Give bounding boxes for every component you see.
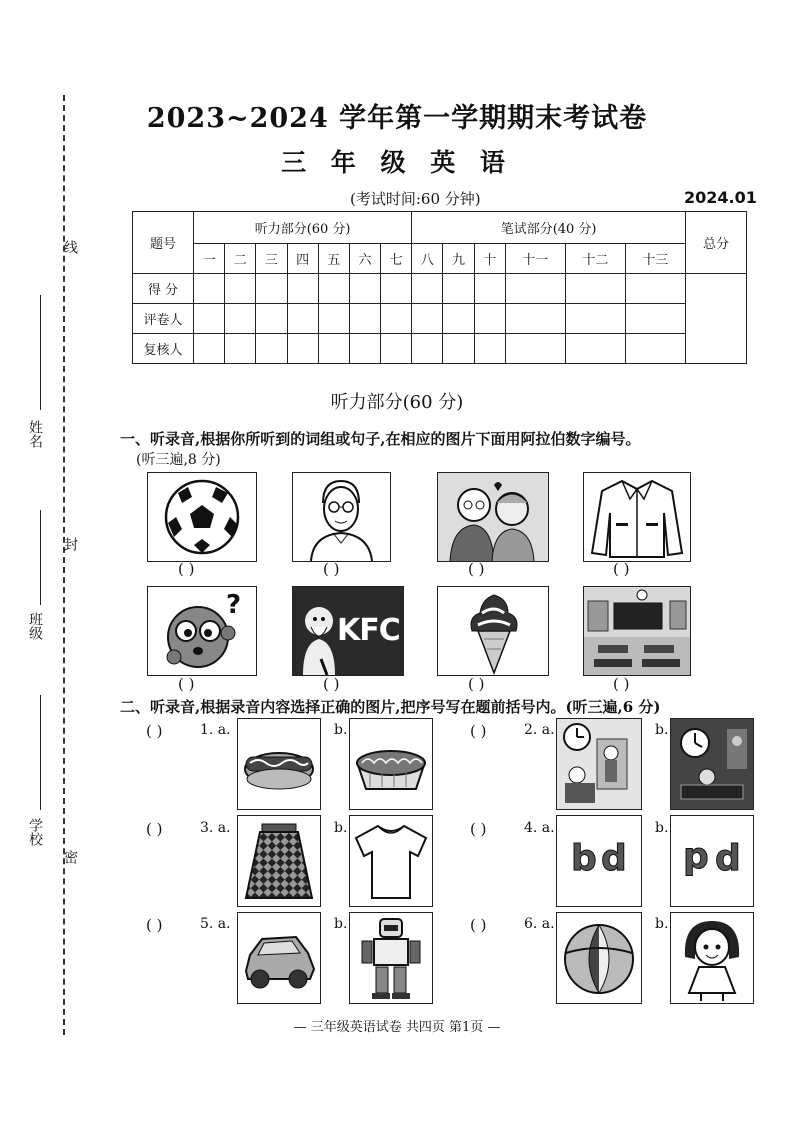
- score-cell[interactable]: [318, 274, 349, 304]
- answer-blank[interactable]: ( ): [146, 722, 163, 740]
- ice-cream-picture: [437, 586, 549, 676]
- col-header: 四: [287, 244, 318, 274]
- morning-scene-picture: [556, 718, 642, 810]
- answer-blank[interactable]: ( ): [146, 820, 163, 838]
- checkered-bag-picture: [237, 815, 321, 907]
- score-cell[interactable]: [565, 274, 625, 304]
- col-header: 十三: [625, 244, 685, 274]
- score-cell[interactable]: [625, 274, 685, 304]
- section1-note: (听三遍,8 分): [136, 452, 221, 468]
- col-header: 十一: [505, 244, 565, 274]
- girl-picture: [670, 912, 754, 1004]
- grader-cell[interactable]: [287, 304, 318, 334]
- kfc-sign-picture: [292, 586, 404, 676]
- option-b-label: b.: [655, 820, 669, 836]
- grader-cell[interactable]: [474, 304, 505, 334]
- margin-class-label: 班级: [27, 612, 43, 640]
- letter-d: d: [601, 838, 627, 879]
- total-header: 总分: [686, 212, 747, 274]
- reviewer-cell[interactable]: [225, 334, 256, 364]
- answer-blank[interactable]: ( ): [468, 675, 485, 693]
- t-shirt-icon: [350, 816, 432, 906]
- answer-blank[interactable]: ( ): [468, 560, 485, 578]
- answer-blank[interactable]: ( ): [613, 560, 630, 578]
- hot-dog-picture: [237, 718, 321, 810]
- night-scene-picture: [670, 718, 754, 810]
- reviewer-cell[interactable]: [625, 334, 685, 364]
- answer-blank[interactable]: ( ): [178, 560, 195, 578]
- item-label: 4. a.: [524, 820, 555, 836]
- clock-scene-icon: [557, 719, 641, 809]
- score-cell[interactable]: [443, 274, 474, 304]
- svg-text:?: ?: [226, 590, 242, 620]
- grader-cell[interactable]: [349, 304, 380, 334]
- jacket-picture: [583, 472, 691, 562]
- answer-blank[interactable]: ( ): [470, 722, 487, 740]
- section2-instruction: 二、听录音,根据录音内容选择正确的图片,把序号写在题前括号内。(听三遍,6 分): [120, 698, 661, 716]
- grader-cell[interactable]: [505, 304, 565, 334]
- reviewer-cell[interactable]: [412, 334, 443, 364]
- grader-cell[interactable]: [443, 304, 474, 334]
- letters-pd-picture: [670, 815, 754, 907]
- option-b-label: b.: [655, 722, 669, 738]
- col-header: 八: [412, 244, 443, 274]
- row-label: 评卷人: [133, 304, 194, 334]
- item-label: 5. a.: [200, 916, 231, 932]
- score-cell[interactable]: [474, 274, 505, 304]
- answer-blank[interactable]: ( ): [178, 675, 195, 693]
- score-cell[interactable]: [505, 274, 565, 304]
- reviewer-cell[interactable]: [505, 334, 565, 364]
- section1-instruction: 一、听录音,根据你所听到的词组或句子,在相应的图片下面用阿拉伯数字编号。: [120, 430, 641, 448]
- reviewer-cell[interactable]: [474, 334, 505, 364]
- score-cell[interactable]: [256, 274, 287, 304]
- score-cell[interactable]: [287, 274, 318, 304]
- confused-face-picture: [147, 586, 257, 676]
- option-b-label: b.: [334, 820, 348, 836]
- robot-icon: [350, 913, 432, 1003]
- letter-b: b: [571, 838, 597, 879]
- answer-blank[interactable]: ( ): [613, 675, 630, 693]
- col-header: 九: [443, 244, 474, 274]
- option-b-label: b.: [655, 916, 669, 932]
- car-icon: [238, 913, 320, 1003]
- girl-icon: [671, 913, 753, 1003]
- reviewer-cell[interactable]: [349, 334, 380, 364]
- score-cell[interactable]: [381, 274, 412, 304]
- total-score-cell[interactable]: [686, 274, 747, 364]
- margin-secret-char: 密: [62, 850, 78, 864]
- exam-title: 2023~2024 学年第一学期期末考试卷: [146, 103, 648, 134]
- score-table: [132, 211, 747, 364]
- margin-seal-char: 封: [62, 537, 78, 551]
- item-label: 1. a.: [200, 722, 231, 738]
- exam-subtitle: 三 年 级 英 语: [281, 148, 513, 177]
- col-header: 十: [474, 244, 505, 274]
- grader-cell[interactable]: [625, 304, 685, 334]
- classroom-picture: [583, 586, 691, 676]
- col-header: 十二: [565, 244, 625, 274]
- answer-blank[interactable]: ( ): [323, 560, 340, 578]
- col-header: 三: [256, 244, 287, 274]
- jacket-icon: [584, 473, 690, 561]
- school-write-line[interactable]: [40, 695, 41, 810]
- hot-dog-icon: [238, 719, 320, 809]
- writing-group-header: 笔试部分(40 分): [412, 212, 686, 244]
- option-b-label: b.: [334, 916, 348, 932]
- exam-date: 2024.01: [684, 188, 757, 207]
- listening-heading: 听力部分(60 分): [330, 392, 464, 413]
- class-write-line[interactable]: [40, 510, 41, 605]
- reviewer-cell[interactable]: [381, 334, 412, 364]
- soccer-ball-icon: [148, 473, 256, 561]
- margin-name-label: 姓名: [27, 420, 43, 448]
- score-cell[interactable]: [412, 274, 443, 304]
- listening-group-header: 听力部分(60 分): [194, 212, 412, 244]
- col-header: 二: [225, 244, 256, 274]
- pie-icon: [350, 719, 432, 809]
- kfc-text: KFC: [337, 613, 400, 648]
- row-label-header: 题号: [133, 212, 194, 274]
- answer-blank[interactable]: ( ): [146, 916, 163, 934]
- grader-cell[interactable]: [256, 304, 287, 334]
- row-label: 得 分: [133, 274, 194, 304]
- col-header: 七: [381, 244, 412, 274]
- col-header: 一: [194, 244, 225, 274]
- beach-ball-icon: [557, 913, 641, 1003]
- item-label: 6. a.: [524, 916, 555, 932]
- ice-cream-icon: [438, 587, 548, 675]
- checkered-skirt-icon: [238, 816, 320, 906]
- reviewer-cell[interactable]: [318, 334, 349, 364]
- col-header: 五: [318, 244, 349, 274]
- grader-cell[interactable]: [318, 304, 349, 334]
- man-glasses-icon: [293, 473, 390, 561]
- grandparents-picture: [437, 472, 549, 562]
- beach-ball-picture: [556, 912, 642, 1004]
- night-clock-scene-icon: [671, 719, 753, 809]
- binding-dashed-line: [63, 95, 65, 1035]
- margin-line-char: 线: [62, 240, 78, 254]
- reviewer-cell[interactable]: [256, 334, 287, 364]
- confused-face-icon: [148, 587, 256, 675]
- margin-school-label: 学校: [27, 818, 43, 846]
- row-label: 复核人: [133, 334, 194, 364]
- grader-cell[interactable]: [381, 304, 412, 334]
- reviewer-cell[interactable]: [194, 334, 225, 364]
- reviewer-cell[interactable]: [565, 334, 625, 364]
- page-footer: — 三年级英语试卷 共四页 第1页 —: [293, 1020, 501, 1035]
- grandparents-icon: [438, 473, 548, 561]
- answer-blank[interactable]: ( ): [470, 916, 487, 934]
- answer-blank[interactable]: ( ): [470, 820, 487, 838]
- grader-cell[interactable]: [412, 304, 443, 334]
- grader-cell[interactable]: [194, 304, 225, 334]
- letter-p: p: [683, 836, 709, 877]
- score-cell[interactable]: [225, 274, 256, 304]
- letters-bd-picture: [556, 815, 642, 907]
- reviewer-cell[interactable]: [443, 334, 474, 364]
- exam-time-note: (考试时间:60 分钟): [350, 190, 481, 208]
- letter-d: d: [715, 838, 741, 879]
- classroom-icon: [584, 587, 690, 675]
- item-label: 2. a.: [524, 722, 555, 738]
- score-cell[interactable]: [194, 274, 225, 304]
- reviewer-cell[interactable]: [287, 334, 318, 364]
- robot-picture: [349, 912, 433, 1004]
- pie-picture: [349, 718, 433, 810]
- answer-blank[interactable]: ( ): [323, 675, 340, 693]
- item-label: 3. a.: [200, 820, 231, 836]
- soccer-ball-picture: [147, 472, 257, 562]
- t-shirt-picture: [349, 815, 433, 907]
- option-b-label: b.: [334, 722, 348, 738]
- man-with-glasses-picture: [292, 472, 391, 562]
- grader-cell[interactable]: [565, 304, 625, 334]
- score-cell[interactable]: [349, 274, 380, 304]
- grader-cell[interactable]: [225, 304, 256, 334]
- car-picture: [237, 912, 321, 1004]
- col-header: 六: [349, 244, 380, 274]
